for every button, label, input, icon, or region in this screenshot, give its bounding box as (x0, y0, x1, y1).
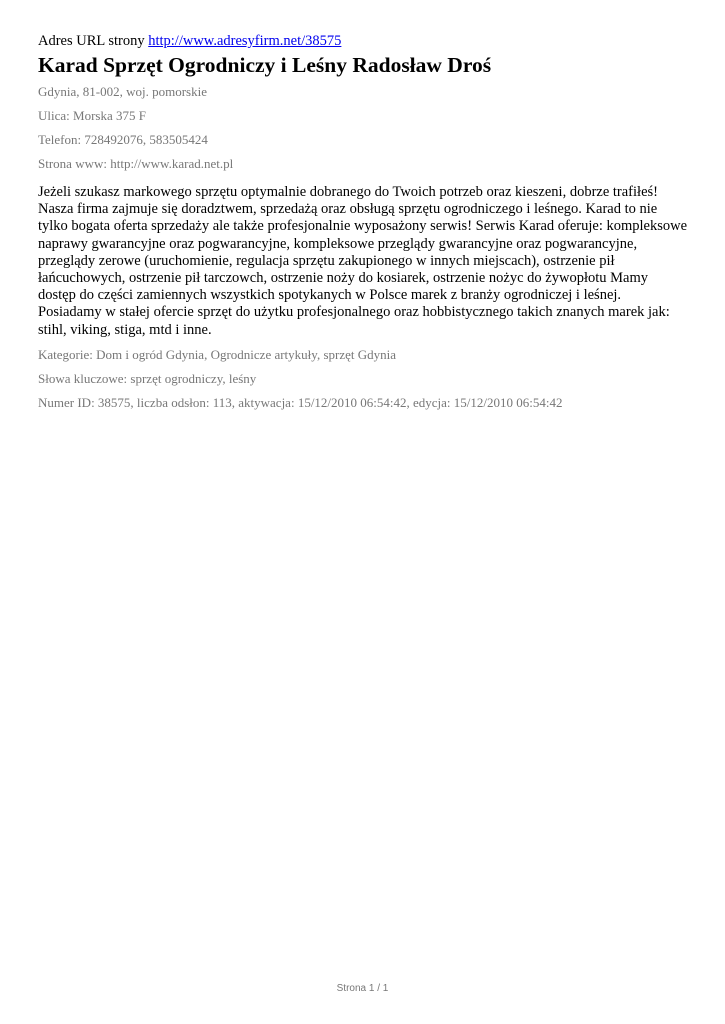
source-url-prefix: Adres URL strony (38, 33, 145, 49)
company-categories: Kategorie: Dom i ogród Gdynia, Ogrodnicze artykuły, sprzęt Gdynia (38, 346, 397, 362)
company-description: Jeżeli szukasz markowego sprzętu optymalnie dobranego do Twoich potrzeb oraz kieszeni, dobrze trafiłeś! Nasza firma zajmuje się doradztwem, sprzedażą oraz obsługą sprzętu ogrodniczego i leśnego. Karad to nie tylko bogata oferta sprzedaży ale także profesjonalnie wyposażony serwis! Serwis Karad oferuje: kompleksowe naprawy gwarancyjne oraz pogwarancyjne, kompleksowe przeglądy gwarancyjne oraz pogwarancyjne, przeglądy zerowe (uruchomienie, regulacja sprzętu zakupionego w innych miejscach), ostrzenie pił łańcuchowych, ostrzenie pił tarczowch, ostrzenie noży do kosiarek, ostrzenie nożyc do żywopłotu Mamy dostęp do części zamiennych wszystkich spotykanych w Polsce marek z branży ogrodniczej i leśnej. Posiadamy w stałej ofercie sprzęt do użytku profesjonalnego oraz hobbistycznego takich znanych marek jak: stihl, viking, stiga, mtd i inne. (38, 184, 688, 338)
company-phone: Telefon: 728492076, 583505424 (38, 132, 208, 147)
company-keywords: Słowa kluczowe: sprzęt ogrodniczy, leśny (38, 370, 257, 386)
source-url-line (38, 32, 688, 50)
company-website: Strona www: http://www.karad.net.pl (38, 156, 234, 171)
document-page (38, 32, 688, 419)
page-number-footer: Strona 1 / 1 (336, 983, 389, 994)
company-location: Gdynia, 81-002, woj. pomorskie (38, 84, 207, 99)
company-street: Ulica: Morska 375 F (38, 108, 146, 123)
company-name: Karad Sprzęt Ogrodniczy i Leśny Radosław Droś (38, 53, 492, 77)
source-url-link[interactable]: http://www.adresyfirm.net/38575 (148, 33, 342, 49)
record-info: Numer ID: 38575, liczba odsłon: 113, aktywacja: 15/12/2010 06:54:42, edycja: 15/12/2010 06:54:42 (38, 394, 563, 410)
